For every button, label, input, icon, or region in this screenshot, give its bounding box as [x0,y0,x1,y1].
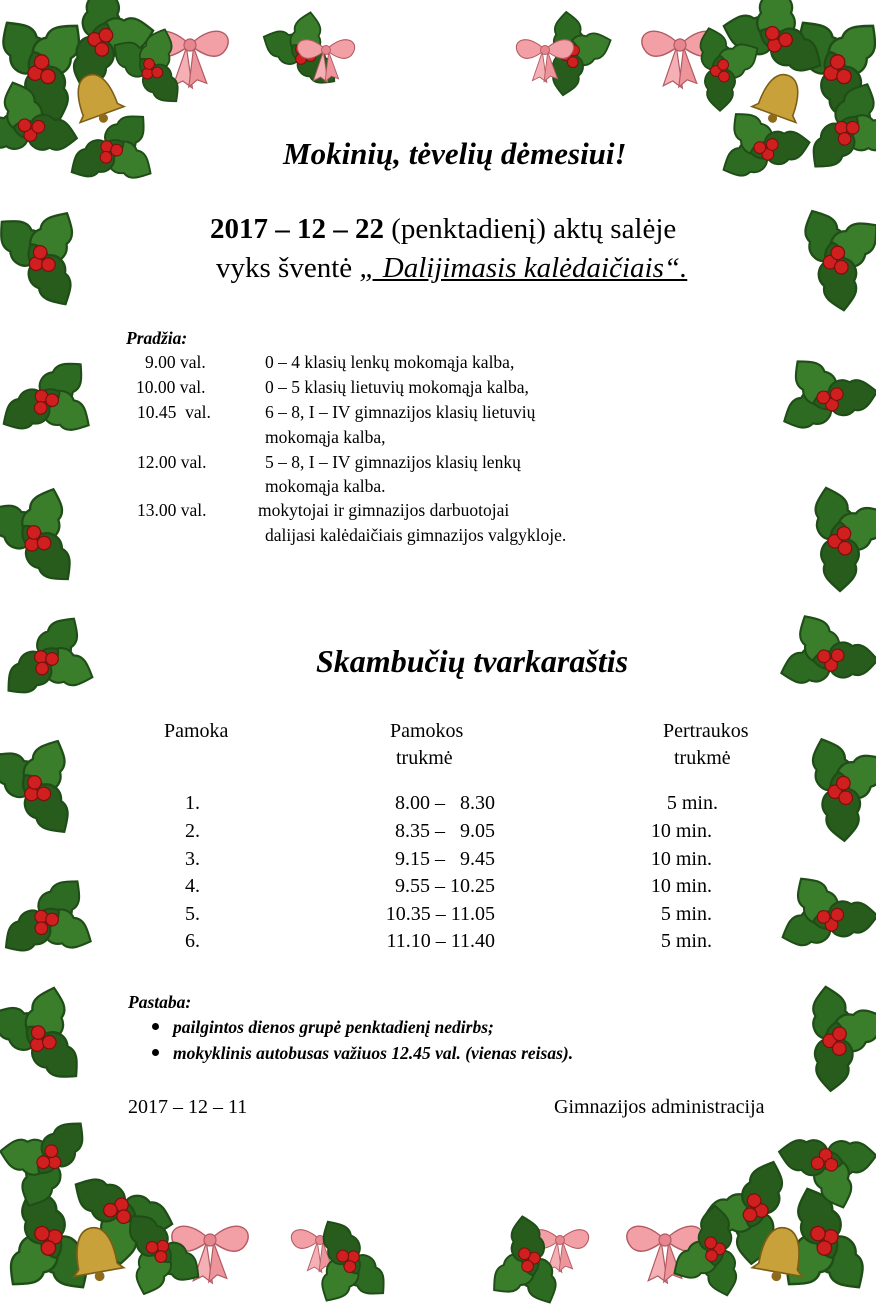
lesson-time: 9.55 – 10.25 [395,875,495,897]
lesson-time: 8.35 – 9.05 [395,820,495,842]
footer-signature: Gimnazijos administracija [554,1096,765,1118]
header-break-2: trukmė [674,747,731,769]
header-duration-2: trukmė [396,747,453,769]
header-break-1: Pertraukos [663,720,749,742]
lesson-time: 11.10 – 11.40 [386,930,495,952]
start-time: 10.45 val. [137,402,211,422]
start-time: 10.00 val. [136,377,206,397]
lesson-time: 8.00 – 8.30 [395,792,495,814]
event-title: „ Dalijimasis kalėdaičiais“. [359,252,688,284]
start-label: Pradžia: [126,328,188,348]
start-time: 12.00 val. [137,452,207,472]
event-day: (penktadienį) aktų salėje [384,213,677,245]
event-line-1 [210,213,676,246]
note-label: Pastaba: [128,992,192,1012]
lesson-time: 9.15 – 9.45 [395,848,495,870]
bullet-icon [152,1023,159,1030]
event-prefix: vyks šventė [216,252,360,284]
start-text-cont: mokomąja kalba. [265,476,386,496]
header-duration-1: Pamokos [390,720,464,742]
note-item [152,1017,494,1038]
lesson-number: 3. [185,848,200,870]
lesson-number: 1. [185,792,200,814]
bullet-icon [152,1049,159,1056]
note-item [152,1043,573,1064]
break-length: 10 min. [650,848,712,870]
start-text: 0 – 5 klasių lietuvių mokomąja kalba, [265,377,529,397]
event-line-2 [216,252,687,285]
start-time: 9.00 val. [145,352,206,372]
footer-date: 2017 – 12 – 11 [128,1096,248,1118]
page-title: Mokinių, tėvelių dėmesiui! [283,136,627,171]
start-text: mokytojai ir gimnazijos darbuotojai [258,500,510,520]
note-item-text: mokyklinis autobusas važiuos 12.45 val. (vienas reisas). [173,1043,574,1063]
break-length: 5 min. [666,792,718,814]
break-length: 5 min. [660,903,712,925]
start-text: 0 – 4 klasių lenkų mokomąja kalba, [265,352,515,372]
header-lesson: Pamoka [164,720,229,742]
note-item-text: pailgintos dienos grupė penktadienį nedirbs; [173,1017,494,1037]
lesson-time: 10.35 – 11.05 [385,903,495,925]
start-text: 5 – 8, I – IV gimnazijos klasių lenkų [265,452,521,472]
break-length: 10 min. [650,875,712,897]
break-length: 5 min. [660,930,712,952]
lesson-number: 2. [185,820,200,842]
schedule-title: Skambučių tvarkaraštis [316,643,629,679]
lesson-number: 6. [185,930,200,952]
event-date: 2017 – 12 – 22 [210,213,384,245]
start-text-cont: dalijasi kalėdaičiais gimnazijos valgykloje. [265,525,567,545]
lesson-number: 4. [185,875,200,897]
start-time: 13.00 val. [137,500,207,520]
start-text: 6 – 8, I – IV gimnazijos klasių lietuvių [265,402,536,422]
start-text-cont: mokomąja kalba, [265,427,386,447]
break-length: 10 min. [650,820,712,842]
lesson-number: 5. [185,903,200,925]
